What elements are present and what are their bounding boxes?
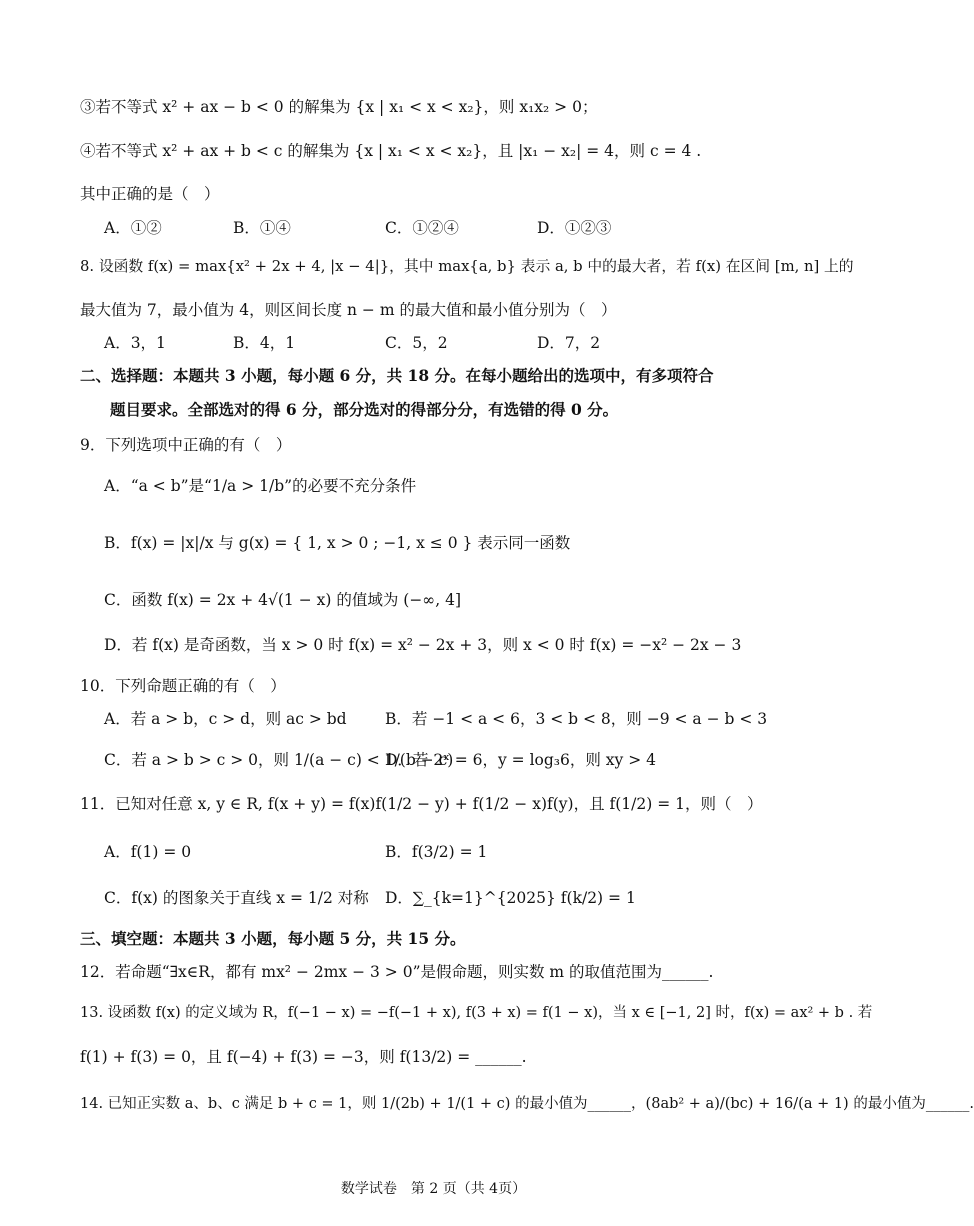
q7-option-b: B．①④ <box>233 219 291 237</box>
q9-option-b: B．f(x) = |x|/x 与 g(x) = { 1, x > 0 ; −1, x ≤ 0 } 表示同一函数 <box>104 534 571 552</box>
q7-prompt: 其中正确的是（ ） <box>80 185 220 203</box>
q9-option-d: D．若 f(x) 是奇函数，当 x > 0 时 f(x) = x² − 2x + 3，则 x < 0 时 f(x) = −x² − 2x − 3 <box>104 636 742 654</box>
section-3-heading: 三、填空题：本题共 3 小题，每小题 5 分，共 15 分。 <box>80 929 466 948</box>
q7-statement-4: ④若不等式 x² + ax + b < c 的解集为 {x | x₁ < x < x₂}，且 |x₁ − x₂| = 4，则 c = 4 . <box>80 142 702 160</box>
q10-option-a: A．若 a > b，c > d，则 ac > bd <box>104 710 347 728</box>
q10-stem: 10．下列命题正确的有（ ） <box>80 677 286 695</box>
q11-option-c: C．f(x) 的图象关于直线 x = 1/2 对称 <box>104 889 369 907</box>
section-2-heading: 二、选择题：本题共 3 小题，每小题 6 分，共 18 分。在每小题给出的选项中，有多项符合 <box>80 366 714 385</box>
section-2-heading-cont: 题目要求。全部选对的得 6 分，部分选对的得部分分，有选错的得 0 分。 <box>110 400 619 419</box>
q7-option-a: A．①② <box>104 219 162 237</box>
q12-stem: 12．若命题“∃x∈R，都有 mx² − 2mx − 3 > 0”是假命题，则实数 m 的取值范围为______. <box>80 963 714 981</box>
q11-option-b: B．f(3/2) = 1 <box>385 843 488 861</box>
q9-option-c: C．函数 f(x) = 2x + 4√(1 − x) 的值域为 (−∞, 4] <box>104 591 461 609</box>
q11-option-a: A．f(1) = 0 <box>104 843 192 861</box>
q7-statement-3: ③若不等式 x² + ax − b < 0 的解集为 {x | x₁ < x < x₂}，则 x₁x₂ > 0； <box>80 98 598 116</box>
q8-option-b: B．4，1 <box>233 334 296 352</box>
q11-stem: 11．已知对任意 x, y ∈ R, f(x + y) = f(x)f(1/2 − y) + f(1/2 − x)f(y)，且 f(1/2) = 1，则（ ） <box>80 795 763 813</box>
q7-option-d: D．①②③ <box>537 219 612 237</box>
q8-stem: 8. 设函数 f(x) = max{x² + 2x + 4, |x − 4|}，其中 max{a, b} 表示 a, b 中的最大者，若 f(x) 在区间 [m, n] 上的 <box>80 258 854 275</box>
q8-stem-cont: 最大值为 7，最小值为 4，则区间长度 n − m 的最大值和最小值分别为（ ） <box>80 301 617 319</box>
q14-stem: 14. 已知正实数 a、b、c 满足 b + c = 1，则 1/(2b) + 1/(1 + c) 的最小值为______，(8ab² + a)/(bc) + 16/(a + 1) 的最小值为______. <box>80 1096 974 1112</box>
q13-stem: 13. 设函数 f(x) 的定义域为 R，f(−1 − x) = −f(−1 + x), f(3 + x) = f(1 − x)，当 x ∈ [−1, 2] 时，f(x) = ax² + b . 若 <box>80 1005 873 1021</box>
q11-option-d: D．∑_{k=1}^{2025} f(k/2) = 1 <box>385 889 636 907</box>
q13-stem-cont: f(1) + f(3) = 0，且 f(−4) + f(3) = −3，则 f(13/2) = ______. <box>80 1048 527 1066</box>
q9-option-a: A．“a < b”是“1/a > 1/b”的必要不充分条件 <box>104 477 417 495</box>
q8-option-c: C．5，2 <box>385 334 448 352</box>
q10-option-d: D．若 2ˣ = 6，y = log₃6，则 xy > 4 <box>385 751 657 769</box>
q10-option-b: B．若 −1 < a < 6，3 < b < 8，则 −9 < a − b < 3 <box>385 710 768 728</box>
q8-option-a: A．3，1 <box>104 334 166 352</box>
page-footer: 数学试卷 第 2 页（共 4页） <box>340 1181 527 1197</box>
q9-stem: 9．下列选项中正确的有（ ） <box>80 436 292 454</box>
q7-option-c: C．①②④ <box>385 219 459 237</box>
q10-option-c: C．若 a > b > c > 0，则 1/(a − c) < 1/(b − c) <box>104 751 454 769</box>
q8-option-d: D．7，2 <box>537 334 601 352</box>
